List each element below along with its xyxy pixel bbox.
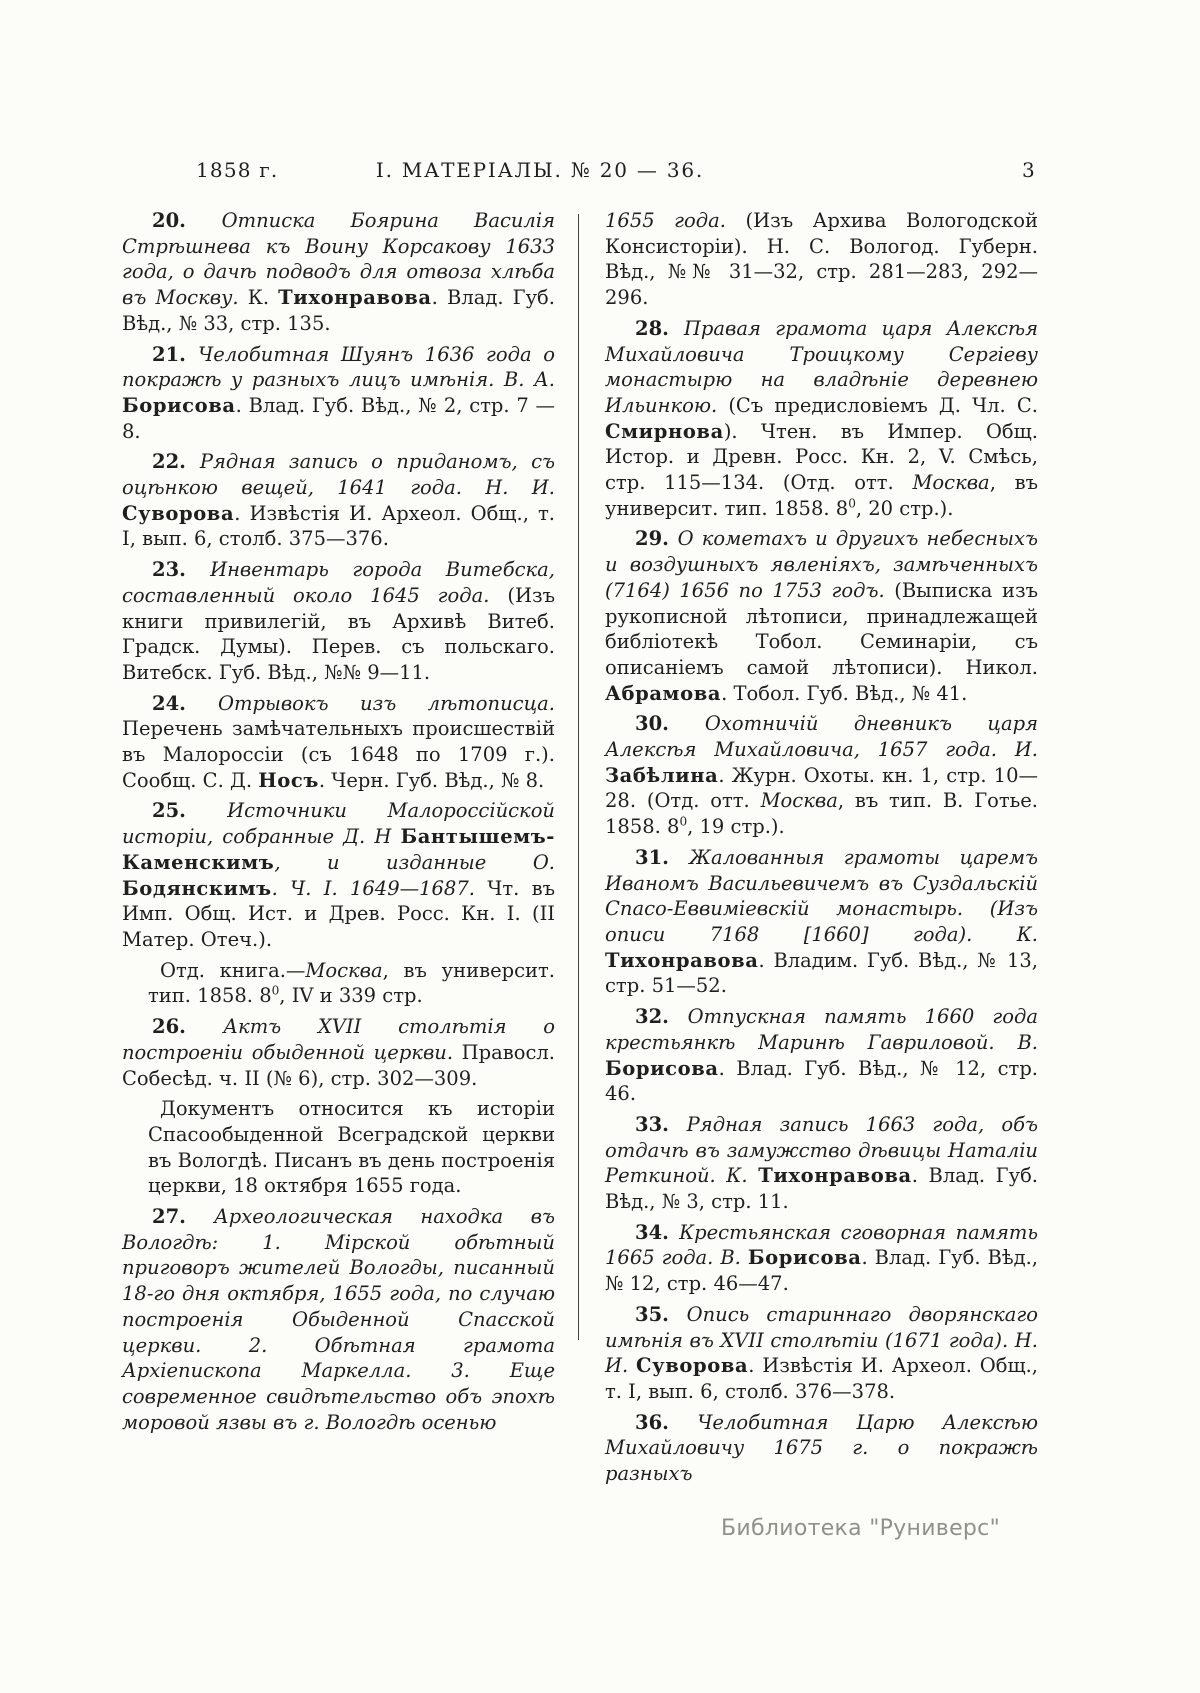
- text-segment: Актъ XVII столѣтія о построеніи обыденной церкви.: [122, 1015, 555, 1064]
- text-segment: 1655 года.: [605, 209, 726, 232]
- text-segment: . Извѣстія И. Археол. Общ., т. I, вып. 6, столб. 376—378.: [605, 1354, 1038, 1403]
- text-segment: (Выписка изъ рукописной лѣтописи, принадлежащей библіотекѣ Тобол. Семинаріи, съ описаніемъ самой лѣтописи). Никол.: [605, 578, 1039, 679]
- entry-paragraph: [122, 691, 555, 794]
- text-segment: 21.: [152, 342, 199, 366]
- entry-paragraph: [605, 1112, 1038, 1215]
- entry-paragraph: [605, 1004, 1038, 1107]
- note-paragraph: [148, 1096, 555, 1199]
- text-segment: , 20 стр.).: [855, 496, 954, 520]
- text-segment: . Журн. Охоты. кн. 1, стр. 10—28. (Отд. отт.: [605, 763, 1038, 813]
- text-columns: [122, 208, 1038, 1492]
- text-segment: Тихонравова: [278, 286, 432, 310]
- entry-paragraph: [605, 1220, 1038, 1297]
- text-segment: , въ университ. тип. 1858. 8: [605, 471, 1038, 520]
- text-segment: Археологическая находка въ Вологдѣ: 1. Мірской обѣтный приговоръ жителей Вологды, писанный 18-го дня октября, 1655 года, по случаю построенія Обыденной Спасской церкви. 2. Обѣтная грамота Архіепископа Маркелла. 3. Еще современное свидѣтельство объ эпохѣ моровой язвы въ г. Вологдѣ осенью: [122, 1205, 556, 1434]
- text-segment: 25.: [152, 799, 228, 823]
- text-segment: 27.: [152, 1205, 214, 1229]
- text-segment: Челобитная Шуянъ 1636 года о покражѣ у разныхъ лицъ имѣнія. В. А.: [122, 342, 555, 392]
- text-segment: Рядная запись 1663 года, объ отдачѣ въ замужство дѣвицы Наталіи Реткиной. К.: [605, 1112, 1038, 1188]
- text-segment: Челобитная Царю Алексѣю Михайловичу 1675 г. о покражѣ разныхъ: [605, 1410, 1038, 1486]
- text-segment: Москва: [305, 958, 383, 982]
- entry-paragraph: [122, 1014, 555, 1091]
- text-segment: 26.: [152, 1015, 224, 1039]
- text-segment: Абрамова: [605, 681, 722, 705]
- text-segment: 28.: [635, 316, 684, 340]
- text-segment: , въ университ. тип. 1858. 8: [148, 958, 555, 1008]
- header-year: 1858 г.: [196, 158, 279, 182]
- text-segment: Москва: [912, 471, 990, 495]
- text-segment: Отрывокъ изъ лѣтописца.: [217, 691, 555, 715]
- text-segment: Документъ относится къ исторіи Спасообыденной Всеградской церкви въ Вологдѣ. Писанъ въ день построенія церкви, 18 октября 1655 года.: [148, 1097, 555, 1198]
- text-segment: , и изданные О.: [274, 850, 555, 874]
- text-segment: Смирнова: [605, 419, 724, 443]
- entry-paragraph: [122, 557, 555, 686]
- text-segment: . Влад. Губ. Вѣд., № 3, стр. 11.: [605, 1164, 1039, 1214]
- text-segment: Тихонравова: [758, 1164, 912, 1188]
- text-segment: . Владим. Губ. Вѣд., № 13, стр. 51—52.: [605, 948, 1038, 998]
- text-segment: 0: [848, 496, 856, 511]
- text-segment: 23.: [152, 558, 211, 582]
- note-paragraph: [148, 958, 555, 1009]
- text-segment: (Изъ Архива Вологодской Консисторіи). Н. С. Вологод. Губерн. Вѣд., №№ 31—32, стр. 281—283, 292—296.: [605, 209, 1039, 310]
- text-segment: Опись стариннаго дворянскаго имѣнія въ XVII столѣтіи (1671 года). Н. И.: [605, 1302, 1038, 1378]
- text-segment: ). Чтен. въ Импер. Общ. Истор. и Древн. Росс. Кн. 2, V. Смѣсь, стр. 115—134. (Отд. отт.: [605, 419, 1038, 495]
- text-segment: 29.: [635, 527, 678, 551]
- text-segment: Крестьянская сговорная память 1665 года. В.: [605, 1220, 1038, 1270]
- entry-paragraph: [605, 526, 1038, 706]
- entry-paragraph: [122, 1204, 555, 1435]
- text-segment: . Тобол. Губ. Вѣд., № 41.: [721, 681, 968, 705]
- text-segment: Инвентарь города Витебска, составленный около 1645 года.: [122, 558, 555, 607]
- text-segment: 36.: [635, 1410, 698, 1434]
- entry-paragraph: [122, 449, 555, 552]
- text-segment: Рядная запись о приданомъ, съ оцѣнкою вещей, 1641 года. Н. И.: [122, 450, 555, 500]
- text-segment: , въ тип. В. Готье. 1858. 8: [605, 789, 1038, 839]
- text-segment: Москва: [760, 789, 838, 813]
- text-segment: Жалованныя грамоты царемъ Иваномъ Васильевичемъ въ Суздальскій Спасо-Еввиміевскій монастырь. (Изъ описи 7168 [1660] года). К.: [605, 845, 1038, 946]
- entry-paragraph: [605, 1410, 1038, 1487]
- entry-paragraph: [605, 845, 1038, 999]
- text-segment: Борисова: [122, 393, 236, 417]
- text-segment: (Съ предисловіемъ Д. Чл. С.: [717, 393, 1038, 417]
- text-segment: 20.: [152, 209, 222, 232]
- text-segment: . Влад. Губ. Вѣд., № 33, стр. 135.: [122, 286, 556, 335]
- text-segment: О кометахъ и другихъ небесныхъ и воздушныхъ явленіяхъ, замѣченныхъ (7164) 1656 по 1753 годъ.: [605, 527, 1038, 602]
- page-header: [0, 158, 1200, 190]
- header-section-title: І. МАТЕРІАЛЫ. № 20 — 36.: [375, 158, 705, 182]
- text-segment: . Черн. Губ. Вѣд., № 8.: [318, 768, 545, 792]
- text-segment: 30.: [635, 712, 705, 736]
- text-segment: Отпускная память 1660 года крестьянкѣ Маринѣ Гавриловой. В.: [605, 1005, 1038, 1054]
- text-segment: , 19 стр.).: [687, 815, 785, 839]
- entry-paragraph: [605, 316, 1038, 522]
- text-segment: . Ч. I. 1649—1687.: [271, 876, 475, 900]
- right-column: [605, 208, 1038, 1492]
- text-segment: 31.: [635, 845, 690, 869]
- text-segment: Охотничій дневникъ царя Алексѣя Михайловича, 1657 года. И.: [605, 712, 1038, 762]
- text-segment: Бантышемъ-Каменскимъ: [122, 825, 555, 874]
- text-segment: 35.: [635, 1302, 687, 1326]
- text-segment: Правая грамота царя Алексѣя Михайловича Троицкому Сергіеву монастырю на владѣніе деревнею Ильинкою.: [605, 316, 1038, 417]
- text-segment: Бодянскимъ: [122, 876, 272, 900]
- page-number: 3: [1022, 158, 1035, 182]
- text-segment: 24.: [152, 691, 218, 715]
- text-segment: Источники Малороссійской исторіи, собранные Д. Н: [122, 799, 555, 849]
- entry-paragraph: [122, 208, 555, 337]
- left-column: [122, 208, 555, 1492]
- library-watermark: Библиотека "Руниверс": [721, 1516, 1000, 1541]
- text-segment: , IV и 339 стр.: [279, 984, 423, 1008]
- text-segment: . Извѣстія И. Археол. Общ., т. I, вып. 6, столб. 375—376.: [122, 501, 555, 551]
- text-segment: Отд. книга.—: [160, 958, 306, 982]
- text-segment: 0: [271, 983, 280, 998]
- text-segment: 22.: [152, 450, 200, 474]
- text-segment: Чт. въ Имп. Общ. Ист. и Древ. Росс. Кн. I. (II Матер. Отеч.).: [122, 876, 556, 951]
- text-segment: Тихонравова: [605, 948, 759, 972]
- text-segment: Борисова: [747, 1246, 862, 1270]
- text-segment: К.: [238, 286, 279, 310]
- text-segment: Забѣлина: [605, 763, 719, 787]
- text-segment: 34.: [635, 1220, 680, 1244]
- text-segment: Борисова: [605, 1056, 719, 1080]
- entry-paragraph: [605, 1302, 1038, 1405]
- text-segment: Суворова: [122, 501, 235, 525]
- text-segment: Отписка Боярина Василія Стрѣшнева къ Воину Корсакову 1633 года, о дачѣ подводъ для отвоза хлѣба въ Москву.: [122, 209, 555, 310]
- text-segment: Суворова: [636, 1354, 749, 1378]
- text-segment: . Влад. Губ. Вѣд., № 12, стр. 46—47.: [605, 1246, 1038, 1296]
- continuation-paragraph: [605, 208, 1038, 311]
- entry-paragraph: [122, 798, 555, 952]
- text-segment: . Влад. Губ. Вѣд., № 12, стр. 46.: [605, 1056, 1038, 1106]
- entry-paragraph: [605, 711, 1038, 840]
- text-segment: 32.: [635, 1005, 688, 1029]
- text-segment: Правосл. Собесѣд. ч. II (№ 6), стр. 302—309.: [122, 1040, 555, 1090]
- text-segment: Носъ: [258, 768, 319, 792]
- text-segment: (Изъ книги привилегій, въ Архивѣ Витеб. Градск. Думы). Перев. съ польскаго. Витебск. Губ. Вѣд., №№ 9—11.: [122, 583, 555, 684]
- text-segment: 33.: [635, 1112, 687, 1136]
- text-segment: . Влад. Губ. Вѣд., № 2, стр. 7 — 8.: [122, 393, 555, 443]
- text-segment: 0: [679, 814, 688, 829]
- text-segment: Перечень замѣчательныхъ происшествій въ Малороссіи (съ 1648 по 1709 г.). Сообщ. С. Д.: [122, 717, 555, 792]
- entry-paragraph: [122, 342, 555, 445]
